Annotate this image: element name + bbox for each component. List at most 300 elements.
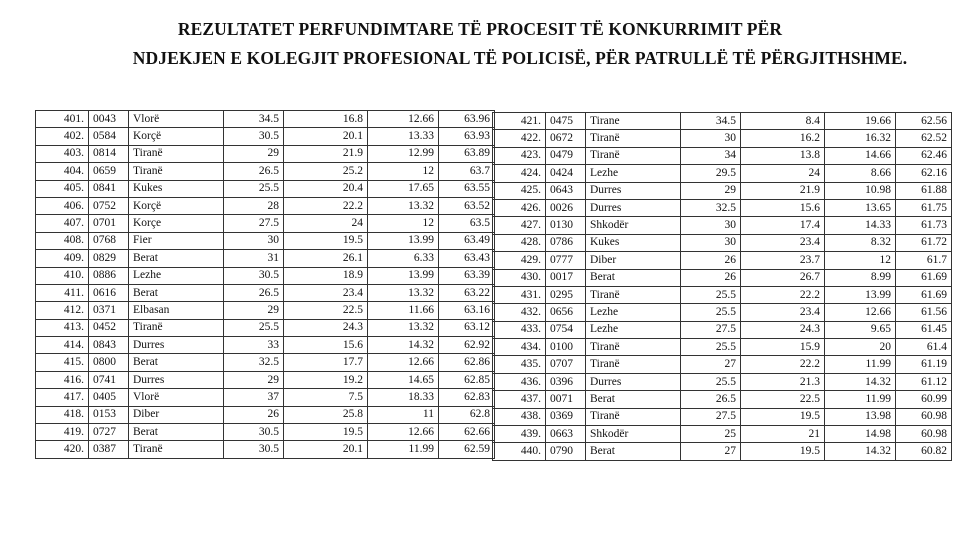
score-3-cell: 13.32 bbox=[368, 197, 439, 214]
score-1-cell: 30.5 bbox=[224, 441, 284, 458]
code-cell: 0130 bbox=[546, 217, 586, 234]
code-cell: 0100 bbox=[546, 339, 586, 356]
table-row bbox=[36, 371, 495, 388]
score-2-cell: 19.5 bbox=[741, 443, 825, 460]
code-cell: 0475 bbox=[546, 113, 586, 130]
score-1-cell: 30 bbox=[681, 130, 741, 147]
city-cell: Tiranë bbox=[586, 130, 681, 147]
rank-cell: 414. bbox=[36, 337, 89, 354]
total-score-cell: 60.98 bbox=[896, 426, 952, 443]
code-cell: 0396 bbox=[546, 373, 586, 390]
city-cell: Tiranë bbox=[586, 408, 681, 425]
score-1-cell: 30.5 bbox=[224, 128, 284, 145]
score-3-cell: 13.32 bbox=[368, 319, 439, 336]
score-2-cell: 15.6 bbox=[284, 337, 368, 354]
city-cell: Tiranë bbox=[586, 339, 681, 356]
table-row bbox=[493, 217, 952, 234]
city-cell: Lezhe bbox=[586, 304, 681, 321]
city-cell: Berat bbox=[586, 391, 681, 408]
table-row bbox=[493, 426, 952, 443]
score-1-cell: 32.5 bbox=[681, 199, 741, 216]
code-cell: 0295 bbox=[546, 286, 586, 303]
score-3-cell: 8.99 bbox=[825, 269, 896, 286]
table-row bbox=[493, 373, 952, 390]
table-row bbox=[36, 441, 495, 458]
score-2-cell: 25.2 bbox=[284, 163, 368, 180]
table-row bbox=[36, 389, 495, 406]
table-row bbox=[493, 321, 952, 338]
table-row bbox=[36, 284, 495, 301]
score-2-cell: 23.4 bbox=[741, 304, 825, 321]
city-cell: Durres bbox=[586, 199, 681, 216]
code-cell: 0071 bbox=[546, 391, 586, 408]
rank-cell: 408. bbox=[36, 232, 89, 249]
results-table-left bbox=[35, 110, 495, 459]
code-cell: 0701 bbox=[89, 215, 129, 232]
code-cell: 0656 bbox=[546, 304, 586, 321]
total-score-cell: 63.22 bbox=[439, 284, 495, 301]
score-3-cell: 19.66 bbox=[825, 113, 896, 130]
score-1-cell: 27.5 bbox=[681, 408, 741, 425]
code-cell: 0672 bbox=[546, 130, 586, 147]
document-title-line-2: NDJEKJEN E KOLEGJIT PROFESIONAL TË POLICISË, PËR PATRULLË TË PËRGJITHSHME. bbox=[132, 48, 908, 68]
code-cell: 0829 bbox=[89, 250, 129, 267]
score-1-cell: 32.5 bbox=[224, 354, 284, 371]
city-cell: Tiranë bbox=[586, 286, 681, 303]
score-2-cell: 13.8 bbox=[741, 147, 825, 164]
total-score-cell: 62.85 bbox=[439, 371, 495, 388]
rank-cell: 417. bbox=[36, 389, 89, 406]
rank-cell: 420. bbox=[36, 441, 89, 458]
city-cell: Tirane bbox=[586, 113, 681, 130]
total-score-cell: 63.55 bbox=[439, 180, 495, 197]
score-1-cell: 25 bbox=[681, 426, 741, 443]
code-cell: 0741 bbox=[89, 371, 129, 388]
code-cell: 0369 bbox=[546, 408, 586, 425]
city-cell: Durres bbox=[129, 371, 224, 388]
total-score-cell: 61.4 bbox=[896, 339, 952, 356]
city-cell: Vlorë bbox=[129, 111, 224, 128]
rank-cell: 413. bbox=[36, 319, 89, 336]
code-cell: 0584 bbox=[89, 128, 129, 145]
total-score-cell: 63.16 bbox=[439, 302, 495, 319]
city-cell: Korçe bbox=[129, 215, 224, 232]
city-cell: Lezhe bbox=[129, 267, 224, 284]
rank-cell: 409. bbox=[36, 250, 89, 267]
table-row bbox=[493, 252, 952, 269]
rank-cell: 412. bbox=[36, 302, 89, 319]
score-1-cell: 25.5 bbox=[681, 339, 741, 356]
table-row bbox=[36, 128, 495, 145]
table-row bbox=[493, 443, 952, 460]
score-1-cell: 25.5 bbox=[681, 286, 741, 303]
total-score-cell: 61.19 bbox=[896, 356, 952, 373]
score-1-cell: 34.5 bbox=[224, 111, 284, 128]
rank-cell: 438. bbox=[493, 408, 546, 425]
total-score-cell: 62.66 bbox=[439, 424, 495, 441]
city-cell: Tiranë bbox=[129, 145, 224, 162]
code-cell: 0752 bbox=[89, 197, 129, 214]
rank-cell: 430. bbox=[493, 269, 546, 286]
total-score-cell: 63.5 bbox=[439, 215, 495, 232]
score-1-cell: 29.5 bbox=[681, 165, 741, 182]
score-3-cell: 12.66 bbox=[368, 424, 439, 441]
rank-cell: 435. bbox=[493, 356, 546, 373]
score-2-cell: 15.6 bbox=[741, 199, 825, 216]
rank-cell: 405. bbox=[36, 180, 89, 197]
city-cell: Shkodër bbox=[586, 217, 681, 234]
score-2-cell: 19.5 bbox=[741, 408, 825, 425]
city-cell: Korçë bbox=[129, 128, 224, 145]
table-row bbox=[493, 147, 952, 164]
score-2-cell: 24.3 bbox=[284, 319, 368, 336]
score-1-cell: 25.5 bbox=[224, 319, 284, 336]
score-2-cell: 21.3 bbox=[741, 373, 825, 390]
rank-cell: 440. bbox=[493, 443, 546, 460]
score-2-cell: 18.9 bbox=[284, 267, 368, 284]
rank-cell: 401. bbox=[36, 111, 89, 128]
code-cell: 0405 bbox=[89, 389, 129, 406]
score-3-cell: 12 bbox=[368, 215, 439, 232]
rank-cell: 421. bbox=[493, 113, 546, 130]
score-3-cell: 14.32 bbox=[825, 373, 896, 390]
rank-cell: 423. bbox=[493, 147, 546, 164]
table-row bbox=[36, 319, 495, 336]
total-score-cell: 61.45 bbox=[896, 321, 952, 338]
score-1-cell: 27.5 bbox=[681, 321, 741, 338]
city-cell: Lezhe bbox=[586, 321, 681, 338]
city-cell: Berat bbox=[586, 269, 681, 286]
total-score-cell: 61.69 bbox=[896, 286, 952, 303]
score-1-cell: 33 bbox=[224, 337, 284, 354]
city-cell: Shkodër bbox=[586, 426, 681, 443]
table-row bbox=[36, 215, 495, 232]
score-2-cell: 23.4 bbox=[284, 284, 368, 301]
score-2-cell: 23.4 bbox=[741, 234, 825, 251]
rank-cell: 407. bbox=[36, 215, 89, 232]
rank-cell: 418. bbox=[36, 406, 89, 423]
score-3-cell: 14.98 bbox=[825, 426, 896, 443]
rank-cell: 433. bbox=[493, 321, 546, 338]
code-cell: 0886 bbox=[89, 267, 129, 284]
table-row bbox=[36, 267, 495, 284]
score-3-cell: 13.99 bbox=[368, 267, 439, 284]
score-3-cell: 18.33 bbox=[368, 389, 439, 406]
score-3-cell: 11.99 bbox=[825, 356, 896, 373]
score-3-cell: 11.99 bbox=[825, 391, 896, 408]
code-cell: 0841 bbox=[89, 180, 129, 197]
code-cell: 0777 bbox=[546, 252, 586, 269]
score-3-cell: 20 bbox=[825, 339, 896, 356]
rank-cell: 404. bbox=[36, 163, 89, 180]
total-score-cell: 62.8 bbox=[439, 406, 495, 423]
rank-cell: 437. bbox=[493, 391, 546, 408]
code-cell: 0659 bbox=[89, 163, 129, 180]
score-3-cell: 12.66 bbox=[368, 111, 439, 128]
rank-cell: 419. bbox=[36, 424, 89, 441]
rank-cell: 427. bbox=[493, 217, 546, 234]
total-score-cell: 63.96 bbox=[439, 111, 495, 128]
code-cell: 0707 bbox=[546, 356, 586, 373]
rank-cell: 425. bbox=[493, 182, 546, 199]
rank-cell: 432. bbox=[493, 304, 546, 321]
total-score-cell: 60.98 bbox=[896, 408, 952, 425]
table-row bbox=[493, 130, 952, 147]
rank-cell: 406. bbox=[36, 197, 89, 214]
city-cell: Tiranë bbox=[129, 441, 224, 458]
score-2-cell: 21 bbox=[741, 426, 825, 443]
table-row bbox=[36, 232, 495, 249]
total-score-cell: 61.69 bbox=[896, 269, 952, 286]
score-1-cell: 29 bbox=[224, 145, 284, 162]
score-1-cell: 26.5 bbox=[224, 284, 284, 301]
score-1-cell: 29 bbox=[224, 302, 284, 319]
table-row bbox=[493, 304, 952, 321]
rank-cell: 422. bbox=[493, 130, 546, 147]
total-score-cell: 62.86 bbox=[439, 354, 495, 371]
rank-cell: 439. bbox=[493, 426, 546, 443]
rank-cell: 428. bbox=[493, 234, 546, 251]
table-row bbox=[36, 250, 495, 267]
rank-cell: 403. bbox=[36, 145, 89, 162]
code-cell: 0727 bbox=[89, 424, 129, 441]
total-score-cell: 63.52 bbox=[439, 197, 495, 214]
score-3-cell: 11 bbox=[368, 406, 439, 423]
score-3-cell: 11.99 bbox=[368, 441, 439, 458]
table-row bbox=[493, 234, 952, 251]
score-3-cell: 6.33 bbox=[368, 250, 439, 267]
score-1-cell: 26 bbox=[224, 406, 284, 423]
city-cell: Lezhe bbox=[586, 165, 681, 182]
table-row bbox=[493, 269, 952, 286]
city-cell: Berat bbox=[129, 284, 224, 301]
score-3-cell: 9.65 bbox=[825, 321, 896, 338]
score-2-cell: 16.8 bbox=[284, 111, 368, 128]
score-1-cell: 30.5 bbox=[224, 267, 284, 284]
score-1-cell: 27 bbox=[681, 356, 741, 373]
score-2-cell: 19.5 bbox=[284, 424, 368, 441]
total-score-cell: 63.49 bbox=[439, 232, 495, 249]
table-row bbox=[36, 197, 495, 214]
score-3-cell: 13.99 bbox=[368, 232, 439, 249]
code-cell: 0786 bbox=[546, 234, 586, 251]
city-cell: Berat bbox=[586, 443, 681, 460]
score-1-cell: 37 bbox=[224, 389, 284, 406]
code-cell: 0643 bbox=[546, 182, 586, 199]
total-score-cell: 62.56 bbox=[896, 113, 952, 130]
score-2-cell: 19.5 bbox=[284, 232, 368, 249]
table-row bbox=[36, 145, 495, 162]
score-3-cell: 13.32 bbox=[368, 284, 439, 301]
total-score-cell: 63.43 bbox=[439, 250, 495, 267]
code-cell: 0800 bbox=[89, 354, 129, 371]
city-cell: Tiranë bbox=[129, 319, 224, 336]
code-cell: 0387 bbox=[89, 441, 129, 458]
city-cell: Durres bbox=[586, 373, 681, 390]
code-cell: 0424 bbox=[546, 165, 586, 182]
rank-cell: 424. bbox=[493, 165, 546, 182]
total-score-cell: 61.73 bbox=[896, 217, 952, 234]
score-2-cell: 20.1 bbox=[284, 128, 368, 145]
score-1-cell: 30 bbox=[681, 234, 741, 251]
city-cell: Korçë bbox=[129, 197, 224, 214]
code-cell: 0663 bbox=[546, 426, 586, 443]
total-score-cell: 62.92 bbox=[439, 337, 495, 354]
city-cell: Durres bbox=[586, 182, 681, 199]
score-3-cell: 14.65 bbox=[368, 371, 439, 388]
table-row bbox=[493, 113, 952, 130]
score-1-cell: 28 bbox=[224, 197, 284, 214]
score-1-cell: 25.5 bbox=[681, 304, 741, 321]
table-row bbox=[36, 337, 495, 354]
code-cell: 0843 bbox=[89, 337, 129, 354]
total-score-cell: 60.82 bbox=[896, 443, 952, 460]
score-3-cell: 12 bbox=[368, 163, 439, 180]
code-cell: 0026 bbox=[546, 199, 586, 216]
code-cell: 0371 bbox=[89, 302, 129, 319]
rank-cell: 436. bbox=[493, 373, 546, 390]
rank-cell: 402. bbox=[36, 128, 89, 145]
city-cell: Kukes bbox=[586, 234, 681, 251]
score-2-cell: 26.1 bbox=[284, 250, 368, 267]
total-score-cell: 61.56 bbox=[896, 304, 952, 321]
score-1-cell: 31 bbox=[224, 250, 284, 267]
code-cell: 0043 bbox=[89, 111, 129, 128]
total-score-cell: 61.88 bbox=[896, 182, 952, 199]
score-2-cell: 22.5 bbox=[741, 391, 825, 408]
table-row bbox=[36, 302, 495, 319]
score-2-cell: 21.9 bbox=[741, 182, 825, 199]
total-score-cell: 63.7 bbox=[439, 163, 495, 180]
code-cell: 0616 bbox=[89, 284, 129, 301]
score-3-cell: 12.66 bbox=[368, 354, 439, 371]
table-row bbox=[36, 424, 495, 441]
score-2-cell: 26.7 bbox=[741, 269, 825, 286]
score-3-cell: 14.32 bbox=[825, 443, 896, 460]
city-cell: Tiranë bbox=[586, 147, 681, 164]
score-1-cell: 25.5 bbox=[224, 180, 284, 197]
rank-cell: 429. bbox=[493, 252, 546, 269]
code-cell: 0153 bbox=[89, 406, 129, 423]
rank-cell: 415. bbox=[36, 354, 89, 371]
total-score-cell: 61.72 bbox=[896, 234, 952, 251]
rank-cell: 431. bbox=[493, 286, 546, 303]
city-cell: Diber bbox=[129, 406, 224, 423]
score-3-cell: 10.98 bbox=[825, 182, 896, 199]
score-1-cell: 30.5 bbox=[224, 424, 284, 441]
results-table-right bbox=[492, 112, 952, 461]
city-cell: Tiranë bbox=[129, 163, 224, 180]
score-3-cell: 14.66 bbox=[825, 147, 896, 164]
score-3-cell: 14.32 bbox=[368, 337, 439, 354]
score-3-cell: 8.32 bbox=[825, 234, 896, 251]
rank-cell: 410. bbox=[36, 267, 89, 284]
score-1-cell: 34.5 bbox=[681, 113, 741, 130]
score-3-cell: 12 bbox=[825, 252, 896, 269]
score-3-cell: 11.66 bbox=[368, 302, 439, 319]
table-row bbox=[36, 163, 495, 180]
table-row bbox=[36, 354, 495, 371]
score-2-cell: 8.4 bbox=[741, 113, 825, 130]
score-2-cell: 15.9 bbox=[741, 339, 825, 356]
score-2-cell: 19.2 bbox=[284, 371, 368, 388]
score-3-cell: 12.66 bbox=[825, 304, 896, 321]
city-cell: Diber bbox=[586, 252, 681, 269]
document-title-line-1: REZULTATET PERFUNDIMTARE TË PROCESIT TË KONKURRIMIT PËR bbox=[177, 19, 783, 39]
score-2-cell: 22.2 bbox=[284, 197, 368, 214]
total-score-cell: 60.99 bbox=[896, 391, 952, 408]
score-1-cell: 26 bbox=[681, 252, 741, 269]
score-1-cell: 26.5 bbox=[681, 391, 741, 408]
score-1-cell: 29 bbox=[224, 371, 284, 388]
score-3-cell: 14.33 bbox=[825, 217, 896, 234]
score-1-cell: 27.5 bbox=[224, 215, 284, 232]
table-row bbox=[493, 356, 952, 373]
score-3-cell: 13.98 bbox=[825, 408, 896, 425]
table-row bbox=[493, 165, 952, 182]
total-score-cell: 61.12 bbox=[896, 373, 952, 390]
table-row bbox=[493, 339, 952, 356]
code-cell: 0479 bbox=[546, 147, 586, 164]
rank-cell: 411. bbox=[36, 284, 89, 301]
table-row bbox=[36, 111, 495, 128]
total-score-cell: 62.46 bbox=[896, 147, 952, 164]
city-cell: Berat bbox=[129, 354, 224, 371]
score-2-cell: 22.2 bbox=[741, 286, 825, 303]
city-cell: Berat bbox=[129, 250, 224, 267]
rank-cell: 434. bbox=[493, 339, 546, 356]
score-3-cell: 13.33 bbox=[368, 128, 439, 145]
total-score-cell: 62.83 bbox=[439, 389, 495, 406]
rank-cell: 416. bbox=[36, 371, 89, 388]
table-row bbox=[493, 182, 952, 199]
code-cell: 0452 bbox=[89, 319, 129, 336]
score-2-cell: 23.7 bbox=[741, 252, 825, 269]
total-score-cell: 62.52 bbox=[896, 130, 952, 147]
table-row bbox=[36, 406, 495, 423]
score-1-cell: 26 bbox=[681, 269, 741, 286]
total-score-cell: 63.39 bbox=[439, 267, 495, 284]
city-cell: Berat bbox=[129, 424, 224, 441]
score-2-cell: 16.2 bbox=[741, 130, 825, 147]
score-3-cell: 8.66 bbox=[825, 165, 896, 182]
code-cell: 0017 bbox=[546, 269, 586, 286]
score-2-cell: 24.3 bbox=[741, 321, 825, 338]
table-row bbox=[493, 199, 952, 216]
score-3-cell: 17.65 bbox=[368, 180, 439, 197]
code-cell: 0768 bbox=[89, 232, 129, 249]
score-2-cell: 24 bbox=[284, 215, 368, 232]
score-1-cell: 25.5 bbox=[681, 373, 741, 390]
city-cell: Tiranë bbox=[586, 356, 681, 373]
score-1-cell: 30 bbox=[224, 232, 284, 249]
total-score-cell: 62.59 bbox=[439, 441, 495, 458]
rank-cell: 426. bbox=[493, 199, 546, 216]
total-score-cell: 62.16 bbox=[896, 165, 952, 182]
code-cell: 0814 bbox=[89, 145, 129, 162]
score-2-cell: 24 bbox=[741, 165, 825, 182]
score-3-cell: 16.32 bbox=[825, 130, 896, 147]
table-row bbox=[493, 286, 952, 303]
total-score-cell: 63.12 bbox=[439, 319, 495, 336]
total-score-cell: 63.93 bbox=[439, 128, 495, 145]
score-3-cell: 13.65 bbox=[825, 199, 896, 216]
score-3-cell: 12.99 bbox=[368, 145, 439, 162]
total-score-cell: 63.89 bbox=[439, 145, 495, 162]
score-2-cell: 25.8 bbox=[284, 406, 368, 423]
score-2-cell: 7.5 bbox=[284, 389, 368, 406]
city-cell: Vlorë bbox=[129, 389, 224, 406]
